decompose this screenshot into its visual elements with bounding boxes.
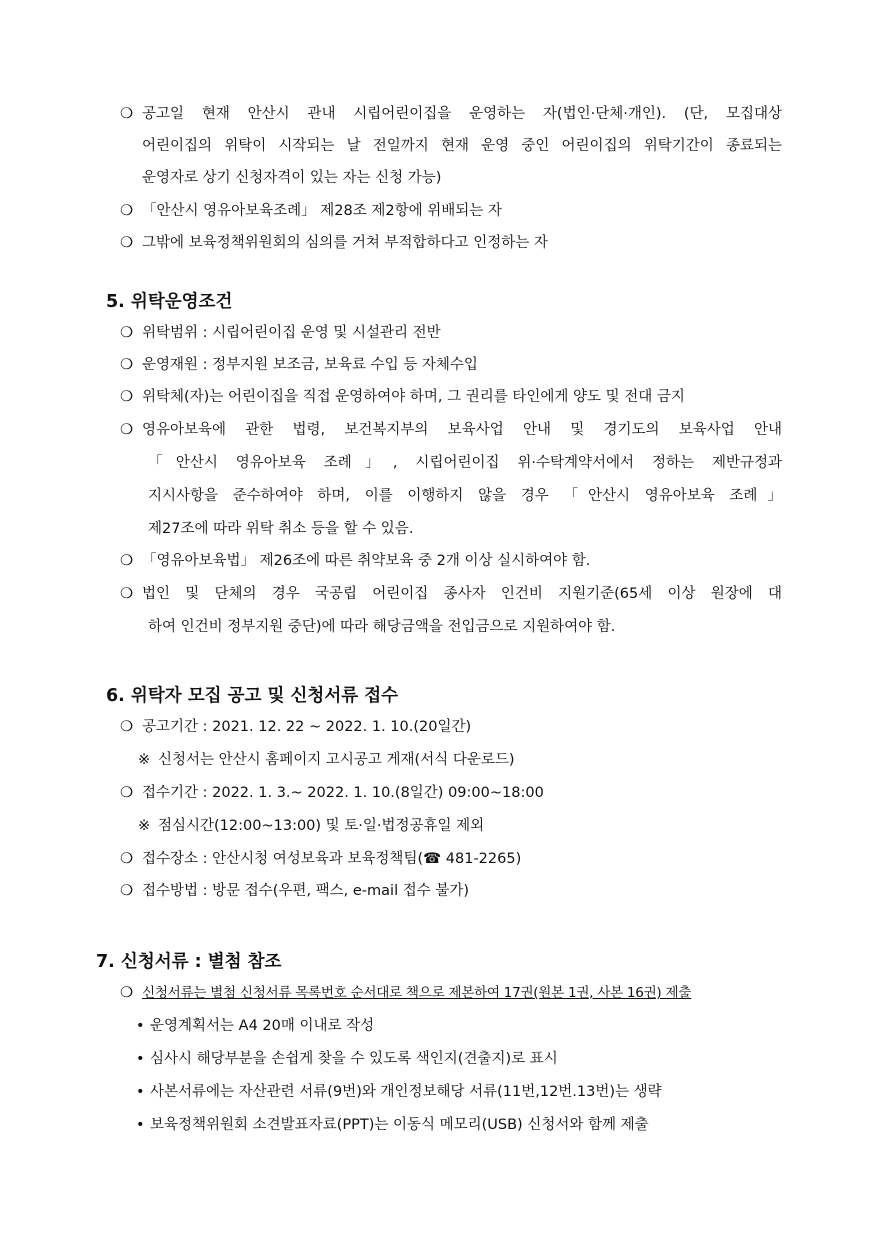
- circle-bullet-icon: ❍: [120, 719, 133, 735]
- section-7-heading: 7. 신청서류 : 별첨 참조: [96, 952, 282, 972]
- receipt-period: [120, 783, 544, 803]
- section-5-item-2: [120, 355, 478, 375]
- documents-sub-2: [136, 1049, 558, 1069]
- receipt-place: [120, 849, 521, 869]
- documents-sub-3-text: 사본서류에는 자산관련 서류(9번)와 개인정보해당 서류(11번,12번.13번)는 생략: [150, 1084, 662, 1100]
- circle-bullet-icon: ❍: [120, 785, 133, 801]
- announcement-period-text: 공고기간 : 2021. 12. 22 ~ 2022. 1. 10.(20일간): [142, 719, 472, 735]
- section-5-item-6-line-2: 하여 인건비 정부지원 중단)에 따라 해당금액을 전입금으로 지원하여야 함.: [148, 619, 616, 635]
- section-5-item-4-cont-2: [148, 486, 782, 506]
- receipt-method-text: 접수방법 : 방문 접수(우편, 팩스, e-mail 접수 불가): [142, 883, 470, 899]
- circle-bullet-icon: ❍: [120, 106, 133, 122]
- intro-item-1: [120, 104, 782, 124]
- receipt-period-text: 접수기간 : 2022. 1. 3.~ 2022. 1. 10.(8일간) 09:00~18:00: [142, 785, 544, 801]
- circle-bullet-icon: ❍: [120, 883, 133, 899]
- section-5-item-6-line-1: 법인 및 단체의 경우 국공립 어린이집 종사자 인건비 지원기준(65세 이상 원장에 대: [142, 586, 782, 602]
- section-5-item-2-text: 운영재원 : 정부지원 보조금, 보육료 수입 등 자체수입: [142, 357, 478, 373]
- circle-bullet-icon: ❍: [120, 422, 133, 438]
- circle-bullet-icon: ❍: [120, 203, 133, 219]
- section-5-item-1-text: 위탁범위 : 시립어린이집 운영 및 시설관리 전반: [142, 325, 441, 341]
- announcement-period: [120, 717, 471, 737]
- circle-bullet-icon: ❍: [120, 985, 133, 1001]
- circle-bullet-icon: ❍: [120, 325, 133, 341]
- dot-bullet-icon: •: [136, 1117, 145, 1133]
- announcement-note-text: 신청서는 안산시 홈페이지 고시공고 게재(서식 다운로드): [158, 752, 515, 768]
- documents-sub-4-text: 보육정책위원회 소견발표자료(PPT)는 이동식 메모리(USB) 신청서와 함께 제출: [150, 1117, 649, 1133]
- section-5-item-4-cont-3: [148, 519, 413, 539]
- intro-item-1-line-3: 운영자로 상기 신청자격이 있는 자는 신청 가능): [142, 170, 442, 186]
- section-5-item-5-text: 「영유아보육법」 제26조에 따른 취약보육 중 2개 이상 실시하여야 함.: [142, 553, 591, 569]
- section-6-heading: 6. 위탁자 모집 공고 및 신청서류 접수: [106, 686, 399, 706]
- intro-item-2: [120, 201, 502, 221]
- receipt-place-text: 접수장소 : 안산시청 여성보육과 보육정책팀(☎ 481-2265): [142, 851, 522, 867]
- circle-bullet-icon: ❍: [120, 235, 133, 251]
- reference-mark-icon: ※: [138, 818, 151, 834]
- documents-sub-4: [136, 1115, 649, 1135]
- documents-sub-1-text: 운영계획서는 A4 20매 이내로 작성: [150, 1018, 375, 1034]
- intro-item-1-cont: [142, 136, 782, 156]
- section-5-item-4-line-1: 영유아보육에 관한 법령, 보건복지부의 보육사업 안내 및 경기도의 보육사업 안내: [142, 422, 782, 438]
- receipt-note-text: 점심시간(12:00~13:00) 및 토·일·법정공휴일 제외: [158, 818, 485, 834]
- section-5-item-6: [120, 584, 782, 604]
- section-5-item-4-line-3: 지시사항을 준수하여야 하며, 이를 이행하지 않을 경우 「안산시 영유아보육 조례」: [148, 488, 782, 504]
- intro-item-1-cont2: [142, 168, 441, 188]
- intro-item-1-line-1: 공고일 현재 안산시 관내 시립어린이집을 운영하는 자(법인·단체·개인). (단, 모집대상: [142, 106, 782, 122]
- section-5-item-4: [120, 420, 782, 440]
- section-5-heading: 5. 위탁운영조건: [106, 292, 233, 312]
- section-5-item-1: [120, 323, 441, 343]
- section-5-item-5: [120, 551, 590, 571]
- section-5-item-4-line-4: 제27조에 따라 위탁 취소 등을 할 수 있음.: [148, 521, 414, 537]
- section-5-item-3-text: 위탁체(자)는 어린이집을 직접 운영하여야 하며, 그 권리를 타인에게 양도 및 전대 금지: [142, 389, 685, 405]
- section-5-item-3: [120, 387, 685, 407]
- documents-main: [120, 983, 691, 1003]
- intro-item-3: [120, 233, 548, 253]
- documents-sub-1: [136, 1016, 374, 1036]
- dot-bullet-icon: •: [136, 1084, 145, 1100]
- announcement-note: [138, 750, 515, 770]
- dot-bullet-icon: •: [136, 1018, 145, 1034]
- reference-mark-icon: ※: [138, 752, 151, 768]
- documents-sub-2-text: 심사시 해당부분을 손쉽게 찾을 수 있도록 색인지(견출지)로 표시: [150, 1051, 558, 1067]
- circle-bullet-icon: ❍: [120, 851, 133, 867]
- receipt-note: [138, 816, 484, 836]
- circle-bullet-icon: ❍: [120, 389, 133, 405]
- dot-bullet-icon: •: [136, 1051, 145, 1067]
- receipt-method: [120, 881, 469, 901]
- intro-item-3-text: 그밖에 보육정책위원회의 심의를 거쳐 부적합하다고 인정하는 자: [142, 235, 548, 251]
- section-5-item-6-cont: [148, 617, 615, 637]
- circle-bullet-icon: ❍: [120, 357, 133, 373]
- intro-item-2-text: 「안산시 영유아보육조례」 제28조 제2항에 위배되는 자: [142, 203, 502, 219]
- documents-main-text: 신청서류는 별첨 신청서류 목록번호 순서대로 책으로 제본하여 17권(원본 1권, 사본 16권) 제출: [142, 985, 692, 1001]
- circle-bullet-icon: ❍: [120, 553, 133, 569]
- section-5-item-4-line-2: 「안산시 영유아보육 조례」, 시립어린이집 위·수탁계약서에서 정하는 제반규정과: [148, 455, 782, 471]
- documents-sub-3: [136, 1082, 662, 1102]
- intro-item-1-line-2: 어린이집의 위탁이 시작되는 날 전일까지 현재 운영 중인 어린이집의 위탁기간이 종료되는: [142, 138, 782, 154]
- section-5-item-4-cont-1: [148, 453, 782, 473]
- circle-bullet-icon: ❍: [120, 586, 133, 602]
